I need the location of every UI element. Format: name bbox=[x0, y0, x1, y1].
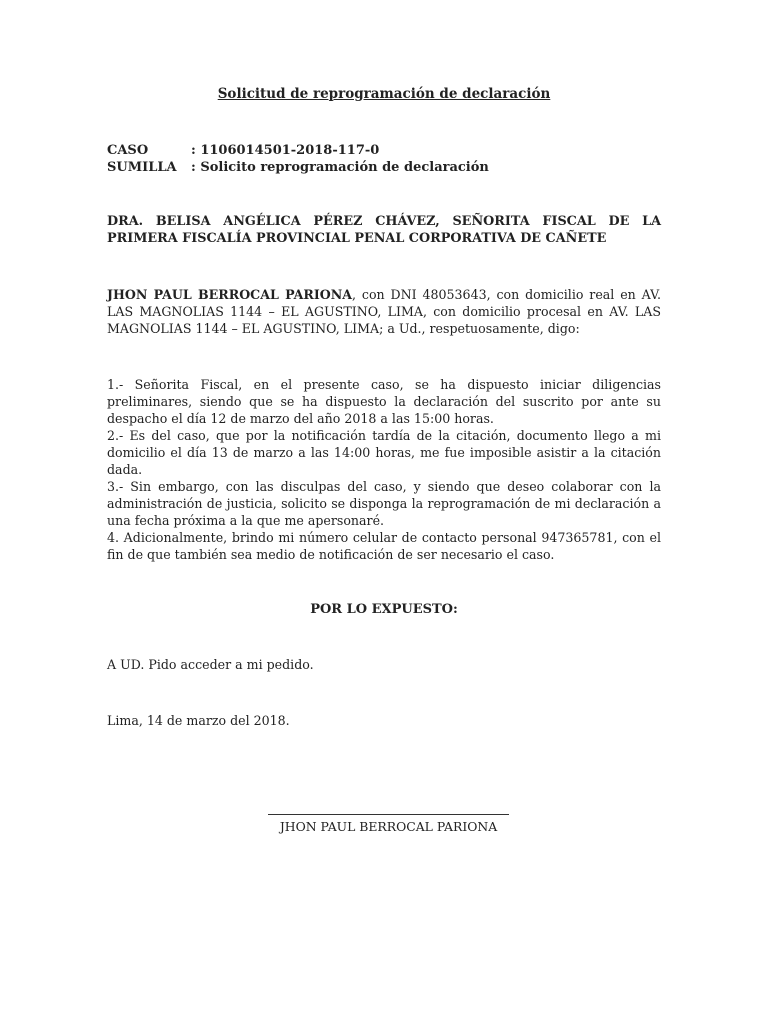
point-item: 1.- Señorita Fiscal, en el presente caso, se ha dispuesto iniciar diligencias preliminares, siendo que se ha dispuesto la declaración del suscrito por ante su despacho el día 12 de marzo del año 2018 a las 15:00 horas. bbox=[107, 377, 661, 426]
case-label: CASO bbox=[107, 143, 149, 158]
point-item: 2.- Es del caso, que por la notificación tardía de la citación, documento llego a mi domicilio el día 13 de marzo a las 14:00 horas, me fue imposible asistir a la citación dada. bbox=[107, 428, 661, 477]
case-number: : 1106014501-2018-117-0 bbox=[191, 143, 380, 158]
intro-text: , con DNI 48053643, con domicilio real en AV. LAS MAGNOLIAS 1144 – EL AGUSTINO, LIMA, con domicilio procesal en AV. LAS MAGNOLIAS 1144 – EL AGUSTINO, LIMA; a Ud., respetuosamente, digo: bbox=[107, 287, 661, 336]
signature-name: JHON PAUL BERROCAL PARIONA bbox=[279, 819, 498, 834]
case-metadata bbox=[107, 142, 661, 176]
point-item: 4. Adicionalmente, brindo mi número celular de contacto personal 947365781, con el fin de que también sea medio de notificación de ser necesario el caso. bbox=[107, 530, 661, 562]
summary-label: SUMILLA bbox=[107, 160, 177, 175]
addressee: DRA. BELISA ANGÉLICA PÉREZ CHÁVEZ, SEÑORITA FISCAL DE LA PRIMERA FISCALÍA PROVINCIAL PENAL CORPORATIVA DE CAÑETE bbox=[107, 214, 661, 246]
request-text: A UD. Pido acceder a mi pedido. bbox=[107, 657, 314, 672]
points-list bbox=[107, 376, 661, 563]
petitioner-name: JHON PAUL BERROCAL PARIONA bbox=[107, 287, 353, 302]
case-row bbox=[107, 142, 661, 159]
conclusion-heading: POR LO EXPUESTO: bbox=[310, 602, 458, 617]
summary-row bbox=[107, 159, 661, 176]
intro-paragraph bbox=[107, 286, 661, 337]
document-title: Solicitud de reprogramación de declaración bbox=[217, 86, 551, 102]
document-date: Lima, 14 de marzo del 2018. bbox=[107, 713, 290, 728]
summary-text: : Solicito reprogramación de declaración bbox=[191, 160, 489, 175]
point-item: 3.- Sin embargo, con las disculpas del caso, y siendo que deseo colaborar con la administración de justicia, solicito se disponga la reprogramación de mi declaración a una fecha próxima a la que me apersonaré. bbox=[107, 479, 661, 528]
signature-line bbox=[268, 814, 509, 815]
